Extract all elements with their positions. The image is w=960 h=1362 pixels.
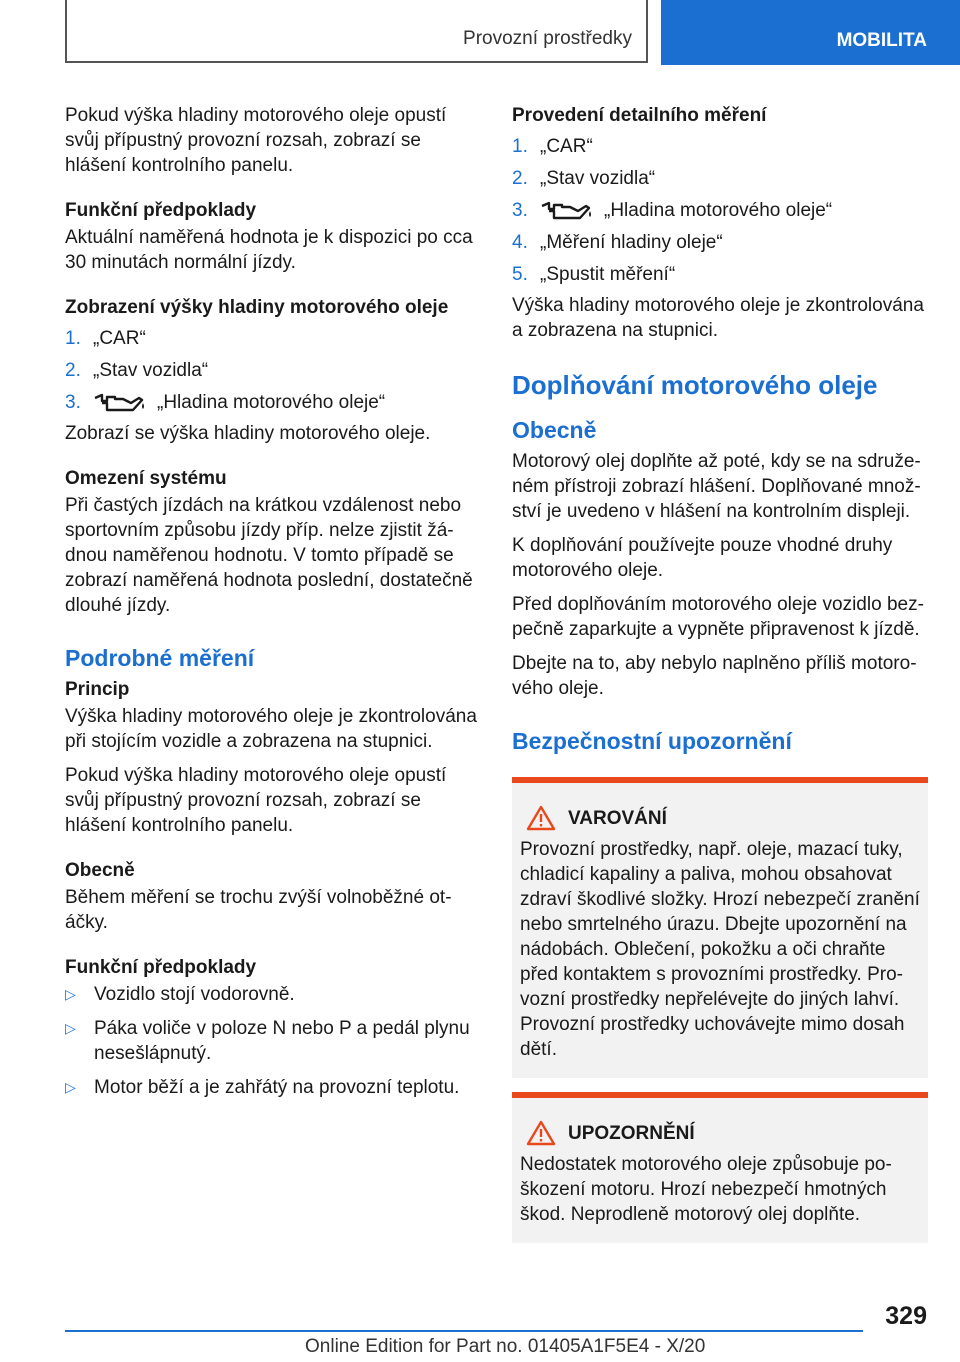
list-item bbox=[65, 1016, 485, 1066]
detail-procedure-title: Provedení detailního měření bbox=[512, 105, 767, 126]
step-number: 2. bbox=[65, 359, 81, 381]
list-item bbox=[65, 982, 485, 1007]
list-item bbox=[65, 386, 485, 418]
bullet-triangle-icon: ▷ bbox=[65, 1079, 76, 1095]
detail-steps bbox=[512, 130, 928, 290]
general-paragraph-2: K doplňování používejte pouze vhodné druhy motorového oleje. bbox=[512, 535, 893, 581]
detail-result: Výška hladiny motorového oleje je zkontrolována a zobrazena na stupnici. bbox=[512, 295, 924, 341]
step-number: 5. bbox=[512, 263, 528, 285]
right-column bbox=[512, 103, 928, 1243]
header-section-title: Provozní prostředky bbox=[463, 28, 632, 49]
list-item bbox=[512, 130, 928, 162]
display-title: Zobrazení výšky hladiny motorového oleje bbox=[65, 297, 449, 318]
step-text: „Stav vozidla“ bbox=[540, 167, 656, 189]
general-title: Obecně bbox=[65, 860, 135, 881]
principle-text-2: Pokud výška hladiny motorového oleje opustí svůj přípustný provozní rozsah, zobrazí se hlášení kontrolního panelu. bbox=[65, 765, 447, 836]
header-box bbox=[65, 0, 648, 63]
bullet-text: Páka voliče v poloze N nebo P a pedál plynu nesešlápnutý. bbox=[94, 1018, 470, 1064]
list-item bbox=[512, 258, 928, 290]
step-text: „Měření hladiny oleje“ bbox=[540, 231, 723, 253]
refill-heading: Doplňování motorového oleje bbox=[512, 370, 878, 400]
list-item bbox=[65, 1075, 485, 1100]
notice-text: Nedostatek motorového oleje způsobuje poškození motoru. Hrozí nebezpečí hmotných škod. Neprodleně motorový olej doplňte. bbox=[520, 1154, 892, 1225]
warning-title bbox=[520, 805, 920, 831]
principle-title: Princip bbox=[65, 679, 130, 700]
left-column bbox=[65, 103, 485, 1109]
footer-divider bbox=[65, 1330, 863, 1332]
step-text: „Spustit měření“ bbox=[540, 263, 676, 285]
step-text: „Stav vozidla“ bbox=[93, 359, 209, 381]
requirements-list bbox=[65, 982, 485, 1100]
requirements-title: Funkční předpoklady bbox=[65, 200, 257, 221]
header-chapter-tab[interactable]: MOBILITA bbox=[661, 0, 960, 65]
step-number: 2. bbox=[512, 167, 528, 189]
list-item bbox=[512, 226, 928, 258]
footer-edition: Online Edition for Part no. 01405A1F5E4 - X/20 bbox=[305, 1336, 706, 1357]
bullet-triangle-icon: ▷ bbox=[65, 986, 76, 1002]
list-item bbox=[65, 322, 485, 354]
page-number: 329 bbox=[885, 1302, 927, 1330]
safety-heading: Bezpečnostní upozornění bbox=[512, 728, 792, 754]
oil-can-icon bbox=[540, 198, 594, 222]
principle-text-1: Výška hladiny motorového oleje je zkontrolována při stojícím vozidle a zobrazena na stupnici. bbox=[65, 706, 477, 752]
bullet-triangle-icon: ▷ bbox=[65, 1020, 76, 1036]
step-number: 4. bbox=[512, 231, 528, 253]
step-text: „Hladina motorového oleje“ bbox=[604, 199, 833, 221]
step-text: „CAR“ bbox=[540, 135, 593, 157]
warning-label: VAROVÁNÍ bbox=[568, 807, 667, 829]
step-number: 3. bbox=[65, 391, 81, 413]
general-text: Během měření se trochu zvýší volnoběžné otáčky. bbox=[65, 887, 452, 933]
bullet-text: Vozidlo stojí vodorovně. bbox=[94, 984, 295, 1005]
step-number: 3. bbox=[512, 199, 528, 221]
requirements-2-title: Funkční předpoklady bbox=[65, 957, 257, 978]
general-paragraph-4: Dbejte na to, aby nebylo naplněno příliš motorového oleje. bbox=[512, 653, 917, 699]
detail-heading: Podrobné měření bbox=[65, 645, 255, 671]
list-item bbox=[65, 354, 485, 386]
notice-title bbox=[520, 1120, 920, 1146]
list-item bbox=[512, 162, 928, 194]
list-item bbox=[512, 194, 928, 226]
general-heading: Obecně bbox=[512, 417, 597, 443]
warning-box bbox=[512, 777, 928, 1078]
step-text: „Hladina motorového oleje“ bbox=[157, 391, 386, 413]
display-steps bbox=[65, 322, 485, 418]
requirements-text: Aktuální naměřená hodnota je k dispozici po cca 30 minutách normální jízdy. bbox=[65, 227, 473, 273]
notice-label: UPOZORNĚNÍ bbox=[568, 1122, 695, 1144]
limits-text: Při častých jízdách na krátkou vzdálenost nebo sportovním způsobu jízdy příp. nelze zjistit žádnou naměřenou hodnotu. V tomto případě se zobrazí naměřená hodnota poslední, dostatečně dlouhé jízdy. bbox=[65, 495, 473, 616]
warning-triangle-icon bbox=[526, 805, 556, 831]
limits-title: Omezení systému bbox=[65, 468, 227, 489]
display-result: Zobrazí se výška hladiny motorového oleje. bbox=[65, 423, 431, 444]
general-paragraph-1: Motorový olej doplňte až poté, kdy se na sdruženém přístroji zobrazí hlášení. Doplňované množství je uvedeno v hlášení na kontrolním displeji. bbox=[512, 451, 921, 522]
oil-can-icon bbox=[93, 390, 147, 414]
warning-triangle-icon bbox=[526, 1120, 556, 1146]
step-text: „CAR“ bbox=[93, 327, 146, 349]
notice-box bbox=[512, 1092, 928, 1243]
bullet-text: Motor běží a je zahřátý na provozní teplotu. bbox=[94, 1077, 460, 1098]
step-number: 1. bbox=[512, 135, 528, 157]
step-number: 1. bbox=[65, 327, 81, 349]
general-paragraph-3: Před doplňováním motorového oleje vozidlo bezpečně zaparkujte a vypněte připravenost k jízdě. bbox=[512, 594, 924, 640]
intro-paragraph: Pokud výška hladiny motorového oleje opustí svůj přípustný provozní rozsah, zobrazí se hlášení kontrolního panelu. bbox=[65, 105, 447, 176]
warning-text: Provozní prostředky, např. oleje, mazací tuky, chladicí kapaliny a paliva, mohou obsahovat zdraví škodlivé složky. Hrozí nebezpečí zranění nebo smrtelného úrazu. Dbejte upozornění na nádobách. Oblečení, pokožku a oči chraňte před kontaktem s provozními prostředky. Provozní prostředky nepřelévejte do jiných lahví. Provozní prostředky uchovávejte mimo dosah dětí. bbox=[520, 839, 920, 1060]
